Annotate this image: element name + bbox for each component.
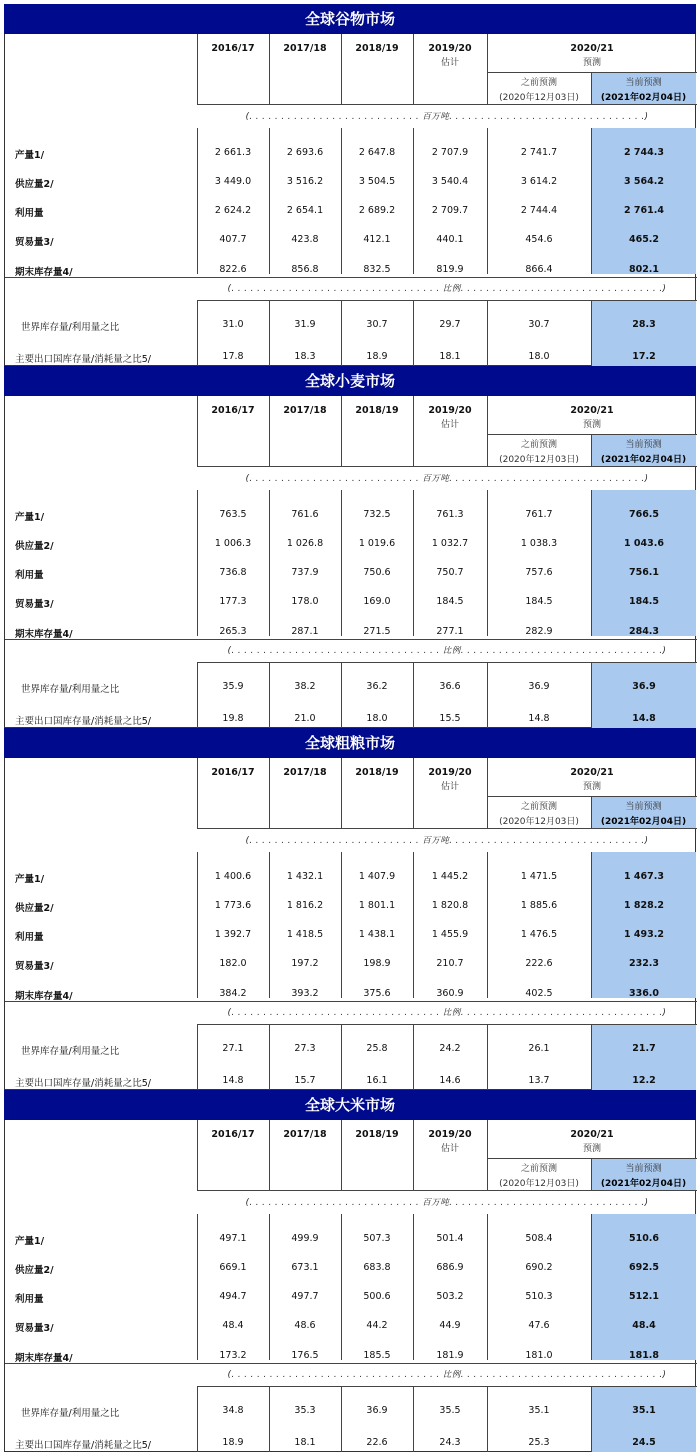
cell-exporters-stock-ratio-2020-21-curr: 17.2	[632, 351, 656, 362]
row-label-production: 产量1/	[15, 150, 45, 161]
cell-utilization-2017-18: 737.9	[291, 567, 319, 578]
cell-ending-stocks-2019-20: 819.9	[436, 264, 464, 275]
cell-stock-to-use-ratio-2016-17: 35.9	[222, 681, 244, 692]
cell-supply-2019-20: 1 820.8	[431, 900, 469, 911]
row-divider	[197, 828, 697, 829]
forecast-label: 预测	[582, 1144, 601, 1154]
row-divider	[487, 72, 697, 73]
cell-supply-2018-19: 683.8	[363, 1262, 391, 1273]
cell-trade-2020-21-curr: 465.2	[628, 234, 660, 245]
cell-stock-to-use-ratio-2018-19: 30.7	[366, 319, 388, 330]
cell-exporters-stock-ratio-2019-20: 14.6	[439, 1075, 461, 1086]
cell-trade-2019-20: 210.7	[436, 958, 464, 969]
cell-exporters-stock-ratio-2020-21-prev: 14.8	[528, 713, 550, 724]
cell-exporters-stock-ratio-2017-18: 18.3	[294, 351, 316, 362]
year-header: 2017/18	[283, 405, 327, 416]
cell-stock-to-use-ratio-2019-20: 35.5	[439, 1405, 461, 1416]
cell-utilization-2016-17: 1 392.7	[214, 929, 252, 940]
cell-supply-2018-19: 3 504.5	[358, 176, 396, 187]
cell-stock-to-use-ratio-2020-21-curr: 36.9	[632, 681, 656, 692]
current-forecast-date: (2021年02月04日)	[600, 455, 687, 465]
cell-exporters-stock-ratio-2016-17: 19.8	[222, 713, 244, 724]
cell-supply-2018-19: 1 801.1	[358, 900, 396, 911]
cell-ending-stocks-2020-21-curr: 802.1	[628, 264, 660, 275]
cell-trade-2019-20: 44.9	[439, 1320, 461, 1331]
previous-forecast-label: 之前预测	[520, 802, 557, 812]
unit-million-tonnes: (. . . . . . . . . . . . . . . . . . . . . . . . . . . 百万吨. . . . . . . . . . . . . . . . . . . . . . . . . . . . . . .)	[245, 836, 649, 846]
cell-stock-to-use-ratio-2019-20: 29.7	[439, 319, 461, 330]
current-forecast-date: (2021年02月04日)	[600, 1179, 687, 1189]
cell-ending-stocks-2019-20: 181.9	[436, 1350, 464, 1361]
cell-exporters-stock-ratio-2020-21-curr: 12.2	[632, 1075, 656, 1086]
cell-supply-2019-20: 686.9	[436, 1262, 464, 1273]
cell-ending-stocks-2020-21-prev: 181.0	[525, 1350, 553, 1361]
cell-ending-stocks-2017-18: 856.8	[291, 264, 319, 275]
cell-utilization-2020-21-curr: 756.1	[628, 567, 660, 578]
cell-production-2017-18: 499.9	[291, 1233, 319, 1244]
year-header: 2020/21	[570, 405, 614, 416]
row-divider	[197, 1386, 697, 1387]
cell-supply-2017-18: 1 026.8	[286, 538, 324, 549]
cell-utilization-2020-21-curr: 512.1	[628, 1291, 660, 1302]
previous-forecast-label: 之前预测	[520, 1164, 557, 1174]
row-label-production: 产量1/	[15, 874, 45, 885]
row-label-stock-to-use-ratio: 世界库存量/利用量之比	[21, 1046, 120, 1057]
cell-exporters-stock-ratio-2016-17: 17.8	[222, 351, 244, 362]
cell-exporters-stock-ratio-2017-18: 18.1	[294, 1437, 316, 1448]
cell-production-2020-21-prev: 1 471.5	[520, 871, 558, 882]
market-section	[4, 4, 696, 366]
section-title: 全球粗粮市场	[4, 728, 696, 758]
cell-supply-2020-21-prev: 1 885.6	[520, 900, 558, 911]
current-forecast-label: 当前预测	[625, 440, 662, 450]
cell-supply-2020-21-curr: 1 828.2	[624, 900, 664, 911]
cell-production-2020-21-curr: 510.6	[628, 1233, 660, 1244]
cell-stock-to-use-ratio-2018-19: 36.9	[366, 1405, 388, 1416]
cell-exporters-stock-ratio-2019-20: 15.5	[439, 713, 461, 724]
row-label-exporters-stock-ratio: 主要出口国库存量/消耗量之比5/	[15, 1440, 151, 1451]
row-label-ending-stocks: 期末库存量4/	[15, 629, 73, 640]
row-label-exporters-stock-ratio: 主要出口国库存量/消耗量之比5/	[15, 354, 151, 365]
cell-trade-2017-18: 197.2	[291, 958, 319, 969]
year-header: 2019/20	[428, 767, 472, 778]
row-label-ending-stocks: 期末库存量4/	[15, 991, 73, 1002]
current-forecast-label: 当前预测	[625, 802, 662, 812]
cell-trade-2020-21-curr: 48.4	[632, 1320, 656, 1331]
cell-trade-2019-20: 440.1	[436, 234, 464, 245]
cell-ending-stocks-2020-21-prev: 282.9	[525, 626, 553, 637]
cell-supply-2020-21-curr: 692.5	[628, 1262, 660, 1273]
table-frame	[4, 396, 696, 728]
cell-exporters-stock-ratio-2020-21-prev: 13.7	[528, 1075, 550, 1086]
cell-stock-to-use-ratio-2020-21-curr: 21.7	[632, 1043, 656, 1054]
cell-trade-2016-17: 177.3	[219, 596, 247, 607]
cell-stock-to-use-ratio-2020-21-prev: 30.7	[528, 319, 550, 330]
unit-ratio: (. . . . . . . . . . . . . . . . . . . . . . . . . . . . . . . . . 比例. . . . . . . . . . . . . . . . . . . . . . . . . . . . . . . .)	[227, 1370, 667, 1380]
cell-stock-to-use-ratio-2017-18: 31.9	[294, 319, 316, 330]
cell-production-2016-17: 497.1	[219, 1233, 247, 1244]
cell-utilization-2018-19: 750.6	[363, 567, 391, 578]
cell-supply-2016-17: 1 006.3	[214, 538, 252, 549]
cell-production-2020-21-curr: 2 744.3	[624, 147, 664, 158]
cell-stock-to-use-ratio-2020-21-prev: 26.1	[528, 1043, 550, 1054]
cell-trade-2020-21-prev: 454.6	[525, 234, 553, 245]
row-label-utilization: 利用量	[15, 1294, 44, 1305]
forecast-label: 预测	[582, 420, 601, 430]
row-label-exporters-stock-ratio: 主要出口国库存量/消耗量之比5/	[15, 716, 151, 727]
cell-exporters-stock-ratio-2018-19: 22.6	[366, 1437, 388, 1448]
cell-utilization-2018-19: 500.6	[363, 1291, 391, 1302]
cell-supply-2016-17: 669.1	[219, 1262, 247, 1273]
row-divider	[5, 1001, 697, 1002]
cell-ending-stocks-2020-21-curr: 284.3	[628, 626, 660, 637]
row-label-production: 产量1/	[15, 512, 45, 523]
row-divider	[487, 1158, 697, 1159]
cell-ending-stocks-2016-17: 173.2	[219, 1350, 247, 1361]
section-title: 全球小麦市场	[4, 366, 696, 396]
cell-supply-2018-19: 1 019.6	[358, 538, 396, 549]
cell-utilization-2019-20: 503.2	[436, 1291, 464, 1302]
cell-exporters-stock-ratio-2019-20: 24.3	[439, 1437, 461, 1448]
cell-supply-2020-21-prev: 690.2	[525, 1262, 553, 1273]
cell-utilization-2019-20: 750.7	[436, 567, 464, 578]
cell-supply-2017-18: 1 816.2	[286, 900, 324, 911]
row-divider	[487, 434, 697, 435]
row-label-supply: 供应量2/	[15, 903, 54, 914]
cell-utilization-2017-18: 1 418.5	[286, 929, 324, 940]
cell-utilization-2016-17: 494.7	[219, 1291, 247, 1302]
cell-ending-stocks-2017-18: 176.5	[291, 1350, 319, 1361]
unit-ratio: (. . . . . . . . . . . . . . . . . . . . . . . . . . . . . . . . . 比例. . . . . . . . . . . . . . . . . . . . . . . . . . . . . . . .)	[227, 646, 667, 656]
cell-production-2017-18: 761.6	[291, 509, 319, 520]
cell-ending-stocks-2020-21-prev: 866.4	[525, 264, 553, 275]
cell-utilization-2020-21-prev: 1 476.5	[520, 929, 558, 940]
row-label-utilization: 利用量	[15, 570, 44, 581]
cell-supply-2017-18: 3 516.2	[286, 176, 324, 187]
row-divider	[197, 1024, 697, 1025]
cell-exporters-stock-ratio-2016-17: 14.8	[222, 1075, 244, 1086]
year-header: 2019/20	[428, 1129, 472, 1140]
row-divider	[197, 104, 697, 105]
cell-trade-2020-21-curr: 232.3	[628, 958, 660, 969]
table-frame	[4, 758, 696, 1090]
current-forecast-label: 当前预测	[625, 78, 662, 88]
year-header: 2019/20	[428, 405, 472, 416]
previous-forecast-date: (2020年12月03日)	[499, 817, 579, 827]
cell-ending-stocks-2018-19: 271.5	[363, 626, 391, 637]
cell-production-2016-17: 763.5	[219, 509, 247, 520]
cell-production-2018-19: 1 407.9	[358, 871, 396, 882]
cell-production-2018-19: 507.3	[363, 1233, 391, 1244]
cell-supply-2019-20: 3 540.4	[431, 176, 469, 187]
year-header: 2020/21	[570, 43, 614, 54]
row-divider	[197, 300, 697, 301]
cell-supply-2020-21-curr: 3 564.2	[624, 176, 664, 187]
cell-production-2020-21-prev: 508.4	[525, 1233, 553, 1244]
year-header: 2017/18	[283, 1129, 327, 1140]
estimate-label: 估计	[440, 420, 459, 430]
cell-exporters-stock-ratio-2018-19: 16.1	[366, 1075, 388, 1086]
market-section	[4, 1090, 696, 1452]
estimate-label: 估计	[440, 58, 459, 68]
cell-exporters-stock-ratio-2020-21-curr: 14.8	[632, 713, 656, 724]
year-header: 2019/20	[428, 43, 472, 54]
previous-forecast-label: 之前预测	[520, 78, 557, 88]
cell-production-2020-21-prev: 761.7	[525, 509, 553, 520]
unit-ratio: (. . . . . . . . . . . . . . . . . . . . . . . . . . . . . . . . . 比例. . . . . . . . . . . . . . . . . . . . . . . . . . . . . . . .)	[227, 1008, 667, 1018]
cell-stock-to-use-ratio-2019-20: 36.6	[439, 681, 461, 692]
cell-trade-2017-18: 178.0	[291, 596, 319, 607]
cell-utilization-2016-17: 736.8	[219, 567, 247, 578]
cell-utilization-2018-19: 2 689.2	[358, 205, 396, 216]
row-divider	[487, 796, 697, 797]
cell-utilization-2019-20: 2 709.7	[431, 205, 469, 216]
year-header: 2018/19	[355, 405, 399, 416]
unit-million-tonnes: (. . . . . . . . . . . . . . . . . . . . . . . . . . . 百万吨. . . . . . . . . . . . . . . . . . . . . . . . . . . . . . .)	[245, 474, 649, 484]
cell-stock-to-use-ratio-2016-17: 27.1	[222, 1043, 244, 1054]
cell-stock-to-use-ratio-2018-19: 25.8	[366, 1043, 388, 1054]
row-divider	[5, 639, 697, 640]
cell-production-2019-20: 1 445.2	[431, 871, 469, 882]
row-divider	[5, 277, 697, 278]
cell-ending-stocks-2018-19: 832.5	[363, 264, 391, 275]
row-label-stock-to-use-ratio: 世界库存量/利用量之比	[21, 322, 120, 333]
year-header: 2016/17	[211, 43, 255, 54]
cell-trade-2017-18: 48.6	[294, 1320, 316, 1331]
cell-ending-stocks-2017-18: 287.1	[291, 626, 319, 637]
cell-ending-stocks-2016-17: 384.2	[219, 988, 247, 999]
cell-stock-to-use-ratio-2019-20: 24.2	[439, 1043, 461, 1054]
cell-ending-stocks-2018-19: 185.5	[363, 1350, 391, 1361]
previous-forecast-date: (2020年12月03日)	[499, 455, 579, 465]
cell-production-2020-21-curr: 766.5	[628, 509, 660, 520]
market-section	[4, 366, 696, 728]
cell-exporters-stock-ratio-2017-18: 21.0	[294, 713, 316, 724]
cell-trade-2018-19: 169.0	[363, 596, 391, 607]
cell-trade-2018-19: 198.9	[363, 958, 391, 969]
row-divider	[197, 466, 697, 467]
year-header: 2020/21	[570, 1129, 614, 1140]
cell-stock-to-use-ratio-2017-18: 38.2	[294, 681, 316, 692]
cell-exporters-stock-ratio-2018-19: 18.9	[366, 351, 388, 362]
cell-exporters-stock-ratio-2019-20: 18.1	[439, 351, 461, 362]
cell-exporters-stock-ratio-2018-19: 18.0	[366, 713, 388, 724]
cell-stock-to-use-ratio-2020-21-prev: 35.1	[528, 1405, 550, 1416]
cell-stock-to-use-ratio-2018-19: 36.2	[366, 681, 388, 692]
cell-exporters-stock-ratio-2020-21-prev: 18.0	[528, 351, 550, 362]
cell-stock-to-use-ratio-2020-21-curr: 35.1	[632, 1405, 656, 1416]
current-forecast-date: (2021年02月04日)	[600, 93, 687, 103]
cell-trade-2018-19: 412.1	[363, 234, 391, 245]
cell-trade-2016-17: 182.0	[219, 958, 247, 969]
cell-trade-2019-20: 184.5	[436, 596, 464, 607]
cell-production-2017-18: 2 693.6	[286, 147, 324, 158]
cell-trade-2018-19: 44.2	[366, 1320, 388, 1331]
table-frame	[4, 1120, 696, 1452]
year-header: 2017/18	[283, 767, 327, 778]
estimate-label: 估计	[440, 782, 459, 792]
forecast-label: 预测	[582, 782, 601, 792]
cell-supply-2020-21-prev: 3 614.2	[520, 176, 558, 187]
row-label-supply: 供应量2/	[15, 179, 54, 190]
cell-production-2019-20: 501.4	[436, 1233, 464, 1244]
unit-ratio: (. . . . . . . . . . . . . . . . . . . . . . . . . . . . . . . . . 比例. . . . . . . . . . . . . . . . . . . . . . . . . . . . . . . .)	[227, 284, 667, 294]
table-frame	[4, 34, 696, 366]
year-header: 2016/17	[211, 1129, 255, 1140]
cell-production-2018-19: 2 647.8	[358, 147, 396, 158]
cell-stock-to-use-ratio-2020-21-prev: 36.9	[528, 681, 550, 692]
cell-trade-2020-21-prev: 184.5	[525, 596, 553, 607]
cell-supply-2016-17: 3 449.0	[214, 176, 252, 187]
row-label-production: 产量1/	[15, 1236, 45, 1247]
forecast-label: 预测	[582, 58, 601, 68]
cell-production-2016-17: 2 661.3	[214, 147, 252, 158]
cell-ending-stocks-2016-17: 822.6	[219, 264, 247, 275]
cell-trade-2016-17: 407.7	[219, 234, 247, 245]
cell-utilization-2017-18: 497.7	[291, 1291, 319, 1302]
row-label-supply: 供应量2/	[15, 541, 54, 552]
row-divider	[197, 662, 697, 663]
current-forecast-label: 当前预测	[625, 1164, 662, 1174]
cell-trade-2017-18: 423.8	[291, 234, 319, 245]
cell-trade-2020-21-prev: 222.6	[525, 958, 553, 969]
cell-stock-to-use-ratio-2017-18: 27.3	[294, 1043, 316, 1054]
market-section	[4, 728, 696, 1090]
cell-utilization-2017-18: 2 654.1	[286, 205, 324, 216]
row-label-trade: 贸易量3/	[15, 961, 54, 972]
previous-forecast-date: (2020年12月03日)	[499, 93, 579, 103]
cell-production-2017-18: 1 432.1	[286, 871, 324, 882]
cell-supply-2016-17: 1 773.6	[214, 900, 252, 911]
cell-stock-to-use-ratio-2016-17: 31.0	[222, 319, 244, 330]
row-label-stock-to-use-ratio: 世界库存量/利用量之比	[21, 684, 120, 695]
cell-utilization-2016-17: 2 624.2	[214, 205, 252, 216]
cell-production-2016-17: 1 400.6	[214, 871, 252, 882]
cell-utilization-2020-21-prev: 510.3	[525, 1291, 553, 1302]
cell-ending-stocks-2019-20: 360.9	[436, 988, 464, 999]
row-label-supply: 供应量2/	[15, 1265, 54, 1276]
cell-ending-stocks-2019-20: 277.1	[436, 626, 464, 637]
cell-supply-2020-21-curr: 1 043.6	[624, 538, 664, 549]
cell-utilization-2019-20: 1 455.9	[431, 929, 469, 940]
row-label-trade: 贸易量3/	[15, 1323, 54, 1334]
cell-utilization-2020-21-prev: 757.6	[525, 567, 553, 578]
cell-utilization-2020-21-curr: 1 493.2	[624, 929, 664, 940]
year-header: 2020/21	[570, 767, 614, 778]
cell-exporters-stock-ratio-2016-17: 18.9	[222, 1437, 244, 1448]
cell-trade-2020-21-curr: 184.5	[628, 596, 660, 607]
cell-stock-to-use-ratio-2017-18: 35.3	[294, 1405, 316, 1416]
row-label-ending-stocks: 期末库存量4/	[15, 267, 73, 278]
cell-production-2020-21-prev: 2 741.7	[520, 147, 558, 158]
year-header: 2017/18	[283, 43, 327, 54]
cell-utilization-2020-21-prev: 2 744.4	[520, 205, 558, 216]
cell-production-2018-19: 732.5	[363, 509, 391, 520]
cell-ending-stocks-2016-17: 265.3	[219, 626, 247, 637]
year-header: 2018/19	[355, 1129, 399, 1140]
year-header: 2016/17	[211, 767, 255, 778]
cell-supply-2020-21-prev: 1 038.3	[520, 538, 558, 549]
row-divider	[5, 1363, 697, 1364]
cell-supply-2019-20: 1 032.7	[431, 538, 469, 549]
cell-ending-stocks-2020-21-curr: 336.0	[628, 988, 660, 999]
year-header: 2018/19	[355, 43, 399, 54]
section-title: 全球谷物市场	[4, 4, 696, 34]
row-label-stock-to-use-ratio: 世界库存量/利用量之比	[21, 1408, 120, 1419]
cell-supply-2017-18: 673.1	[291, 1262, 319, 1273]
row-label-exporters-stock-ratio: 主要出口国库存量/消耗量之比5/	[15, 1078, 151, 1089]
cell-utilization-2020-21-curr: 2 761.4	[624, 205, 664, 216]
cell-exporters-stock-ratio-2020-21-prev: 25.3	[528, 1437, 550, 1448]
cell-ending-stocks-2018-19: 375.6	[363, 988, 391, 999]
cell-ending-stocks-2017-18: 393.2	[291, 988, 319, 999]
cell-production-2019-20: 761.3	[436, 509, 464, 520]
year-header: 2018/19	[355, 767, 399, 778]
cell-utilization-2018-19: 1 438.1	[358, 929, 396, 940]
cell-trade-2016-17: 48.4	[222, 1320, 244, 1331]
cell-exporters-stock-ratio-2017-18: 15.7	[294, 1075, 316, 1086]
section-title: 全球大米市场	[4, 1090, 696, 1120]
cell-stock-to-use-ratio-2020-21-curr: 28.3	[632, 319, 656, 330]
cell-trade-2020-21-prev: 47.6	[528, 1320, 550, 1331]
previous-forecast-label: 之前预测	[520, 440, 557, 450]
cell-production-2019-20: 2 707.9	[431, 147, 469, 158]
unit-million-tonnes: (. . . . . . . . . . . . . . . . . . . . . . . . . . . 百万吨. . . . . . . . . . . . . . . . . . . . . . . . . . . . . . .)	[245, 112, 649, 122]
previous-forecast-date: (2020年12月03日)	[499, 1179, 579, 1189]
current-forecast-date: (2021年02月04日)	[600, 817, 687, 827]
row-divider	[197, 1190, 697, 1191]
row-label-utilization: 利用量	[15, 208, 44, 219]
estimate-label: 估计	[440, 1144, 459, 1154]
cell-production-2020-21-curr: 1 467.3	[624, 871, 664, 882]
cell-ending-stocks-2020-21-curr: 181.8	[628, 1350, 660, 1361]
row-label-trade: 贸易量3/	[15, 599, 54, 610]
row-label-trade: 贸易量3/	[15, 237, 54, 248]
unit-million-tonnes: (. . . . . . . . . . . . . . . . . . . . . . . . . . . 百万吨. . . . . . . . . . . . . . . . . . . . . . . . . . . . . . .)	[245, 1198, 649, 1208]
cell-stock-to-use-ratio-2016-17: 34.8	[222, 1405, 244, 1416]
row-label-ending-stocks: 期末库存量4/	[15, 1353, 73, 1364]
year-header: 2016/17	[211, 405, 255, 416]
cell-exporters-stock-ratio-2020-21-curr: 24.5	[632, 1437, 656, 1448]
cell-ending-stocks-2020-21-prev: 402.5	[525, 988, 553, 999]
row-label-utilization: 利用量	[15, 932, 44, 943]
